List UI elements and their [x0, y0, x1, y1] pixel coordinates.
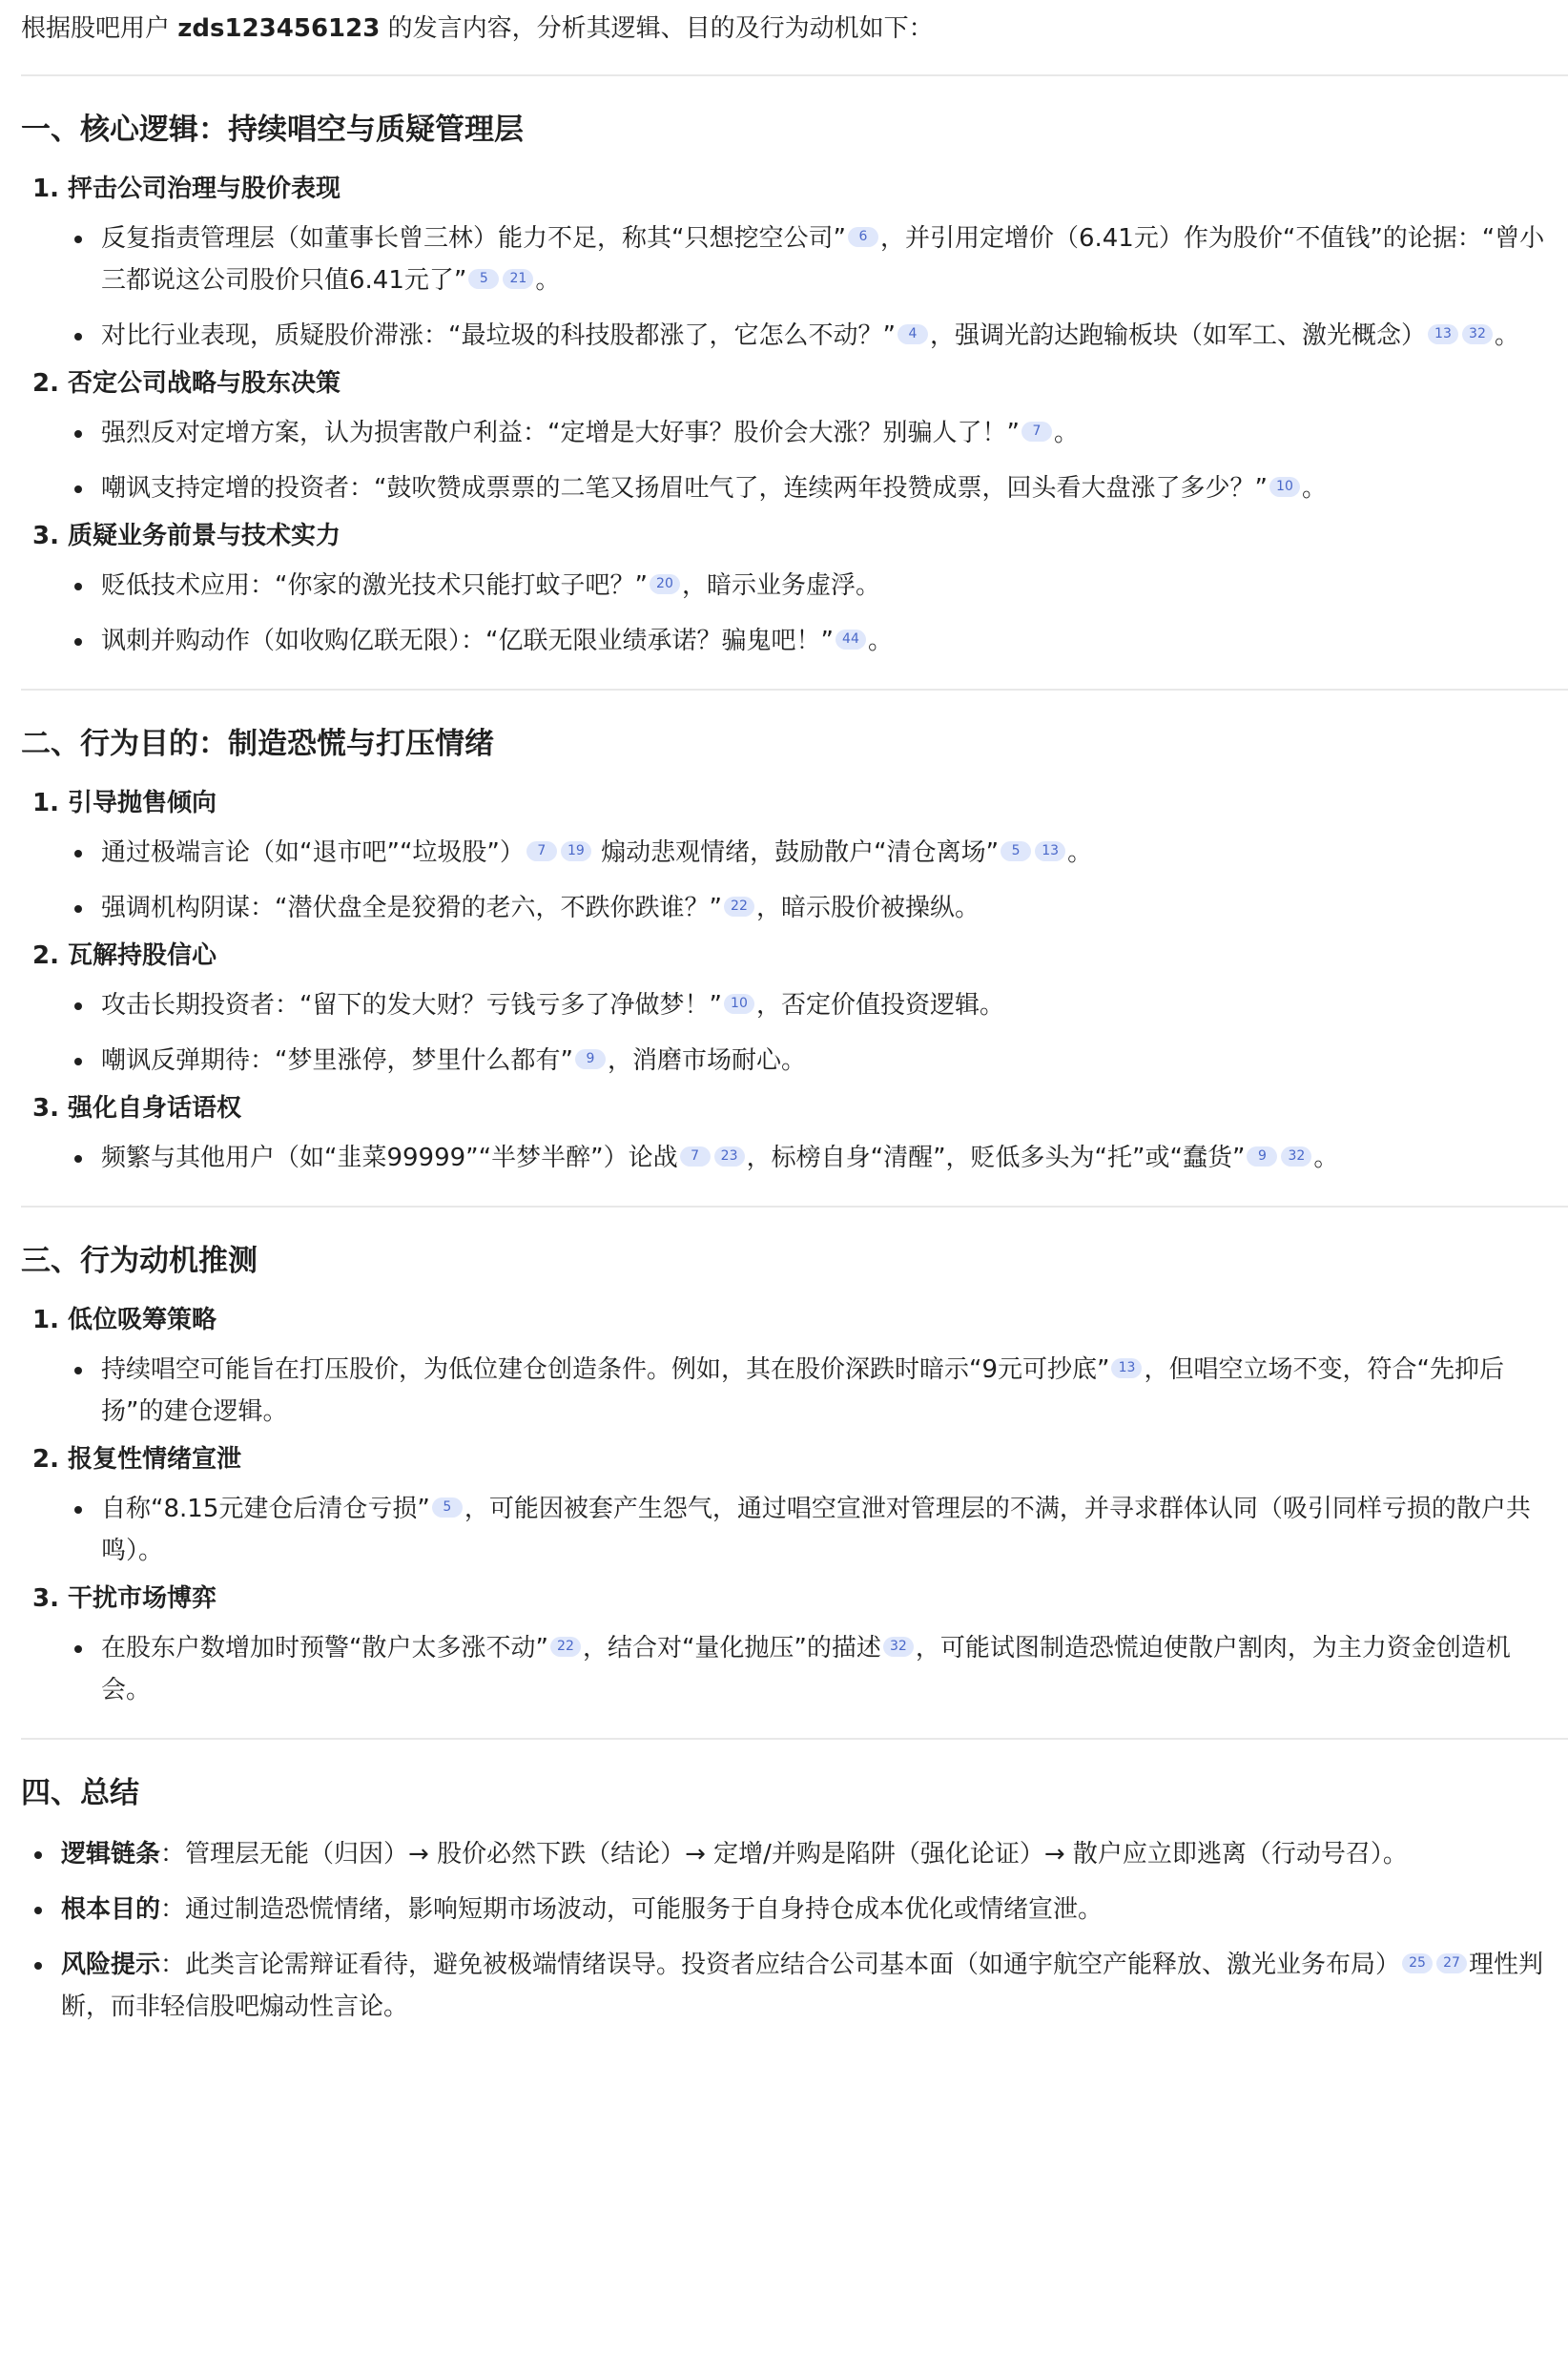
- bullet-item: [21, 565, 1568, 607]
- numbered-item: [21, 517, 1568, 662]
- text-run: ，可能试图制造恐慌迫使散户割肉，为主力资金创造机会。: [101, 1634, 1511, 1704]
- text-run: ，但唱空立场不变，符合“先抑后扬”的建仓逻辑。: [101, 1355, 1504, 1426]
- section-divider: [21, 1738, 1568, 1740]
- bold-label: 风险提示: [61, 1951, 161, 1979]
- citation-badge[interactable]: 5: [468, 269, 499, 289]
- summary-section: [21, 1772, 1568, 2028]
- section-heading: 三、行为动机推测: [21, 1244, 258, 1278]
- text-run: ，结合对“量化抛压”的描述: [582, 1634, 881, 1662]
- text-run: ，标榜自身“清醒”，贬低多头为“托”或“蠢货”: [746, 1144, 1246, 1172]
- citation-badge[interactable]: 32: [1281, 1146, 1311, 1167]
- bullet-item: [21, 412, 1568, 454]
- text-run: 嘲讽反弹期待：“梦里涨停，梦里什么都有”: [101, 1046, 573, 1075]
- bullet-item: [21, 887, 1568, 929]
- citation-badge[interactable]: 7: [1021, 422, 1052, 442]
- citation-badge[interactable]: 4: [897, 324, 928, 344]
- bullet-item: [21, 984, 1568, 1026]
- text-run: 嘲讽支持定增的投资者：“鼓吹赞成票票的二笔又扬眉吐气了，连续两年投赞成票，回头看大盘涨了多少？”: [101, 474, 1268, 503]
- text-run: 持续唱空可能旨在打压股价，为低位建仓创造条件。例如，其在股价深跌时暗示“9元可抄底”: [101, 1355, 1110, 1384]
- text-run: ：此类言论需辩证看待，避免被极端情绪误导。投资者应结合公司基本面（如通宇航空产能释放、激光业务布局）: [160, 1951, 1401, 1979]
- bullet-item: [21, 217, 1568, 301]
- text-run: 反复指责管理层（如董事长曾三林）能力不足，称其“只想挖空公司”: [101, 224, 846, 253]
- bullet-item: [21, 1137, 1568, 1179]
- bold-label: 根本目的: [61, 1895, 161, 1924]
- bullet-item: [21, 315, 1568, 357]
- citation-badge[interactable]: 10: [724, 994, 754, 1014]
- subsection-title: 2. 瓦解持股信心: [32, 941, 217, 970]
- text-run: 讽刺并购动作（如收购亿联无限）：“亿联无限业绩承诺？骗鬼吧！”: [101, 627, 834, 655]
- citation-badge[interactable]: 10: [1269, 477, 1300, 497]
- summary-bullet: [21, 1889, 1568, 1931]
- text-run: 对比行业表现，质疑股价滞涨：“最垃圾的科技股都涨了，它怎么不动？”: [101, 321, 896, 350]
- section-divider: [21, 74, 1568, 76]
- text-run: 。: [867, 627, 893, 655]
- subsection-title: 3. 强化自身话语权: [32, 1094, 242, 1123]
- citation-badge[interactable]: 7: [526, 841, 557, 861]
- text-run: ，暗示股价被操纵。: [755, 894, 980, 922]
- numbered-item: [21, 1440, 1568, 1572]
- bullet-list: [21, 1137, 1568, 1179]
- text-run: 。: [1067, 838, 1093, 867]
- citation-badge[interactable]: 9: [575, 1049, 606, 1069]
- citation-badge[interactable]: 23: [714, 1146, 745, 1167]
- bullet-list: [21, 1627, 1568, 1711]
- numbered-item: [21, 1580, 1568, 1711]
- bold-label: 逻辑链条: [61, 1840, 161, 1869]
- citation-badge[interactable]: 22: [550, 1637, 581, 1657]
- citation-badge[interactable]: 44: [836, 630, 866, 650]
- bullet-item: [21, 832, 1568, 874]
- citation-badge[interactable]: 9: [1247, 1146, 1277, 1167]
- subsection-title: 1. 抨击公司治理与股价表现: [32, 175, 341, 203]
- citation-badge[interactable]: 13: [1111, 1358, 1142, 1378]
- bullet-item: [21, 1488, 1568, 1572]
- numbered-list: [21, 784, 1568, 1179]
- bullet-list: [21, 984, 1568, 1082]
- numbered-item: [21, 170, 1568, 357]
- citation-badge[interactable]: 19: [561, 841, 591, 861]
- citation-badge[interactable]: 7: [680, 1146, 711, 1167]
- numbered-item: [21, 1089, 1568, 1179]
- intro-prefix: 根据股吧用户: [21, 14, 178, 43]
- citation-badge[interactable]: 13: [1428, 324, 1458, 344]
- section-heading: 二、行为目的：制造恐慌与打压情绪: [21, 727, 494, 761]
- intro-paragraph: [21, 10, 1568, 48]
- text-run: 煽动悲观情绪，鼓励散户“清仓离场”: [592, 838, 1000, 867]
- section-2: [21, 723, 1568, 1179]
- text-run: ，暗示业务虚浮。: [681, 571, 880, 600]
- subsection-title: 1. 低位吸筹策略: [32, 1306, 217, 1334]
- text-run: ，可能因被套产生怨气，通过唱空宣泄对管理层的不满，并寻求群体认同（吸引同样亏损的散户共鸣）。: [101, 1495, 1531, 1565]
- subsection-title: 3. 干扰市场博弈: [32, 1584, 217, 1613]
- citation-badge[interactable]: 32: [883, 1637, 914, 1657]
- citation-badge[interactable]: 20: [650, 574, 680, 594]
- text-run: 攻击长期投资者：“留下的发大财？亏钱亏多了净做梦！”: [101, 991, 722, 1020]
- section-1: [21, 109, 1568, 662]
- intro-suffix: 的发言内容，分析其逻辑、目的及行为动机如下：: [380, 14, 934, 43]
- bullet-list: [21, 1488, 1568, 1572]
- subsection-title: 2. 报复性情绪宣泄: [32, 1445, 242, 1474]
- citation-badge[interactable]: 13: [1035, 841, 1065, 861]
- bullet-list: [21, 412, 1568, 509]
- summary-bullet: [21, 1944, 1568, 2028]
- numbered-item: [21, 1301, 1568, 1433]
- text-run: 。: [1301, 474, 1327, 503]
- text-run: 频繁与其他用户（如“韭菜99999”“半梦半醉”）论战: [101, 1144, 678, 1172]
- bullet-list: [21, 217, 1568, 357]
- bullet-item: [21, 1627, 1568, 1711]
- text-run: 。: [1053, 419, 1079, 447]
- citation-badge[interactable]: 32: [1462, 324, 1493, 344]
- citation-badge[interactable]: 21: [503, 269, 533, 289]
- bullet-item: [21, 1349, 1568, 1433]
- text-run: ，强调光韵达跑输板块（如军工、激光概念）: [929, 321, 1426, 350]
- text-run: ：管理层无能（归因）→ 股价必然下跌（结论）→ 定增/并购是陷阱（强化论证）→ 散户应立即逃离（行动号召）。: [160, 1840, 1408, 1869]
- text-run: 理性判断，而非轻信股吧煽动性言论。: [61, 1951, 1544, 2021]
- text-run: 通过极端言论（如“退市吧”“垃圾股”）: [101, 838, 525, 867]
- section-heading: 一、核心逻辑：持续唱空与质疑管理层: [21, 113, 524, 147]
- citation-badge[interactable]: 5: [432, 1497, 463, 1518]
- numbered-item: [21, 364, 1568, 509]
- text-run: 。: [1313, 1144, 1339, 1172]
- citation-badge[interactable]: 5: [1001, 841, 1031, 861]
- citation-badge[interactable]: 22: [724, 897, 754, 917]
- content-body: [21, 74, 1568, 2028]
- text-run: ，消磨市场耐心。: [607, 1046, 806, 1075]
- citation-badge[interactable]: 25: [1402, 1953, 1433, 1973]
- subsection-title: 2. 否定公司战略与股东决策: [32, 369, 341, 398]
- bullet-list: [21, 1349, 1568, 1433]
- bullet-list: [21, 565, 1568, 662]
- summary-bullet: [21, 1833, 1568, 1875]
- numbered-item: [21, 937, 1568, 1082]
- text-run: 自称“8.15元建仓后清仓亏损”: [101, 1495, 430, 1523]
- numbered-list: [21, 170, 1568, 662]
- bullet-list: [21, 832, 1568, 929]
- text-run: 。: [535, 266, 561, 295]
- bullet-item: [21, 1040, 1568, 1082]
- text-run: ，否定价值投资逻辑。: [755, 991, 1004, 1020]
- subsection-title: 1. 引导抛售倾向: [32, 789, 217, 817]
- bullet-item: [21, 620, 1568, 662]
- bullet-item: [21, 467, 1568, 509]
- text-run: ，并引用定增价（6.41元）作为股价“不值钱”的论据：“曾小三都说这公司股价只值6.41元了”: [101, 224, 1545, 295]
- section-divider: [21, 689, 1568, 691]
- subsection-title: 3. 质疑业务前景与技术实力: [32, 522, 341, 550]
- numbered-item: [21, 784, 1568, 929]
- text-run: 贬低技术应用：“你家的激光技术只能打蚊子吧？”: [101, 571, 648, 600]
- text-run: 强调机构阴谋：“潜伏盘全是狡猾的老六，不跌你跌谁？”: [101, 894, 722, 922]
- intro-username: zds123456123: [177, 14, 381, 43]
- citation-badge[interactable]: 27: [1436, 1953, 1467, 1973]
- citation-badge[interactable]: 6: [848, 227, 878, 247]
- section-3: [21, 1240, 1568, 1711]
- text-run: 在股东户数增加时预警“散户太多涨不动”: [101, 1634, 548, 1662]
- text-run: ：通过制造恐慌情绪，影响短期市场波动，可能服务于自身持仓成本优化或情绪宣泄。: [160, 1895, 1104, 1924]
- section-heading: 四、总结: [21, 1776, 139, 1810]
- text-run: 。: [1494, 321, 1519, 350]
- numbered-list: [21, 1301, 1568, 1711]
- section-divider: [21, 1206, 1568, 1208]
- text-run: 强烈反对定增方案，认为损害散户利益：“定增是大好事？股价会大涨？别骗人了！”: [101, 419, 1020, 447]
